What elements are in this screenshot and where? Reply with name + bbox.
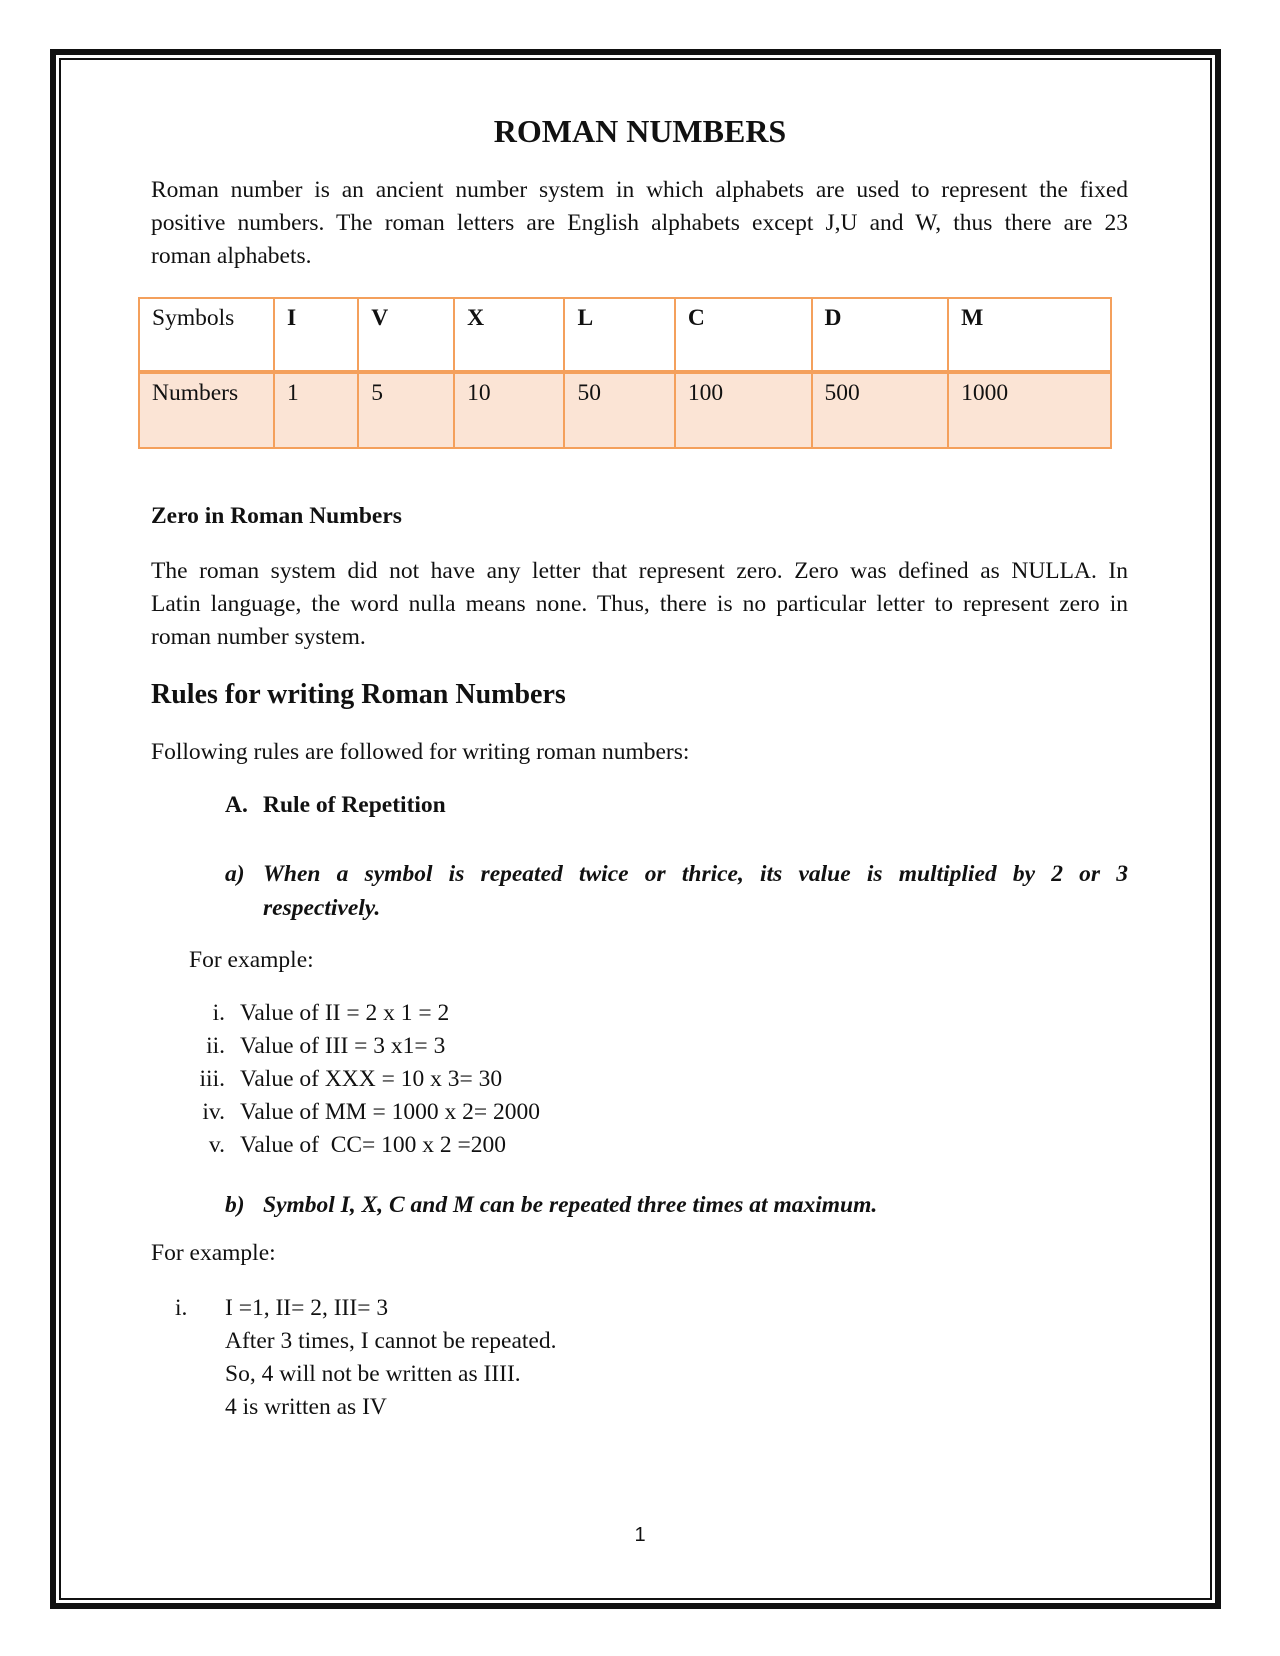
sub-rule-a: [225, 857, 1128, 925]
number-cell: 50: [564, 372, 674, 448]
page-number: 1: [634, 1524, 646, 1546]
list-item-number: ii.: [206, 1033, 225, 1059]
numbers-label-cell: Numbers: [139, 372, 274, 448]
number-cell: 1: [274, 372, 358, 448]
example-b-number: i.: [175, 1295, 188, 1321]
symbol-table: [138, 297, 1112, 449]
for-example-label-2: For example:: [151, 1240, 276, 1266]
zero-paragraph: [151, 555, 1128, 654]
symbol-cell: L: [564, 298, 674, 372]
zero-line: Latin language, the word nulla means none. Thus, there is no particular letter to represent zero in: [151, 591, 1128, 617]
list-item-text: Value of II = 2 x 1 = 2: [240, 1000, 450, 1026]
number-cell: 5: [358, 372, 454, 448]
list-item-number: iv.: [202, 1099, 225, 1125]
list-item-text: Value of III = 3 x1= 3: [240, 1033, 446, 1059]
intro-line: roman alphabets.: [151, 243, 312, 269]
examples-list-a: [165, 997, 765, 1162]
sub-rule-a-marker: a): [225, 861, 245, 887]
example-b-lines: [225, 1292, 556, 1424]
symbol-cell: C: [675, 298, 812, 372]
example-b: [165, 1292, 765, 1432]
zero-line: roman number system.: [151, 624, 366, 650]
symbols-row: [139, 298, 1111, 372]
number-cell: 10: [454, 372, 564, 448]
intro-paragraph: [151, 174, 1128, 273]
sub-rule-b: [225, 1188, 1128, 1222]
rules-heading: Rules for writing Roman Numbers: [151, 679, 566, 710]
number-cell: 500: [812, 372, 949, 448]
sub-rule-b-text: Symbol I, X, C and M can be repeated three times at maximum.: [263, 1192, 878, 1218]
symbol-cell: X: [454, 298, 564, 372]
number-cell: 1000: [948, 372, 1111, 448]
sub-rule-b-marker: b): [225, 1192, 245, 1218]
list-item: [165, 1030, 765, 1063]
number-cell: 100: [675, 372, 812, 448]
list-item-number: i.: [212, 1000, 225, 1026]
example-b-line: 4 is written as IV: [225, 1394, 387, 1420]
symbol-cell: M: [948, 298, 1111, 372]
example-b-line: I =1, II= 2, III= 3: [225, 1295, 389, 1321]
symbol-cell: D: [812, 298, 949, 372]
list-item: [165, 1063, 765, 1096]
example-b-line: After 3 times, I cannot be repeated.: [225, 1328, 557, 1354]
rule-a-marker: A.: [225, 792, 248, 818]
zero-heading: Zero in Roman Numbers: [151, 503, 402, 529]
rule-a-heading: [225, 792, 446, 819]
list-item: [165, 1096, 765, 1129]
sub-rule-a-text1: When a symbol is repeated twice or thrice, its value is multiplied by 2 or 3: [263, 861, 1128, 887]
list-item: [165, 1129, 765, 1162]
list-item-text: Value of MM = 1000 x 2= 2000: [240, 1099, 541, 1125]
intro-line: Roman number is an ancient number system in which alphabets are used to represent the fixed: [151, 177, 1128, 203]
list-item: [165, 997, 765, 1030]
rules-intro: Following rules are followed for writing roman numbers:: [151, 739, 690, 765]
example-b-line: So, 4 will not be written as IIII.: [225, 1361, 521, 1387]
zero-line: The roman system did not have any letter that represent zero. Zero was defined as NULLA. In: [151, 558, 1128, 584]
for-example-label: For example:: [189, 947, 314, 973]
rule-a-label: Rule of Repetition: [263, 792, 446, 818]
symbol-cell: I: [274, 298, 358, 372]
list-item-text: Value of CC= 100 x 2 =200: [240, 1132, 507, 1158]
numbers-row: [139, 372, 1111, 448]
list-item-number: v.: [208, 1132, 225, 1158]
page-title: ROMAN NUMBERS: [493, 113, 787, 149]
sub-rule-a-line2: respectively.: [263, 895, 381, 921]
list-item-text: Value of XXX = 10 x 3= 30: [240, 1066, 503, 1092]
symbol-cell: V: [358, 298, 454, 372]
symbols-label-cell: Symbols: [139, 298, 274, 372]
intro-line: positive numbers. The roman letters are English alphabets except J,U and W, thus there are 23: [151, 210, 1128, 236]
sub-rule-a-line1: [225, 857, 1128, 891]
list-item-number: iii.: [199, 1066, 225, 1092]
